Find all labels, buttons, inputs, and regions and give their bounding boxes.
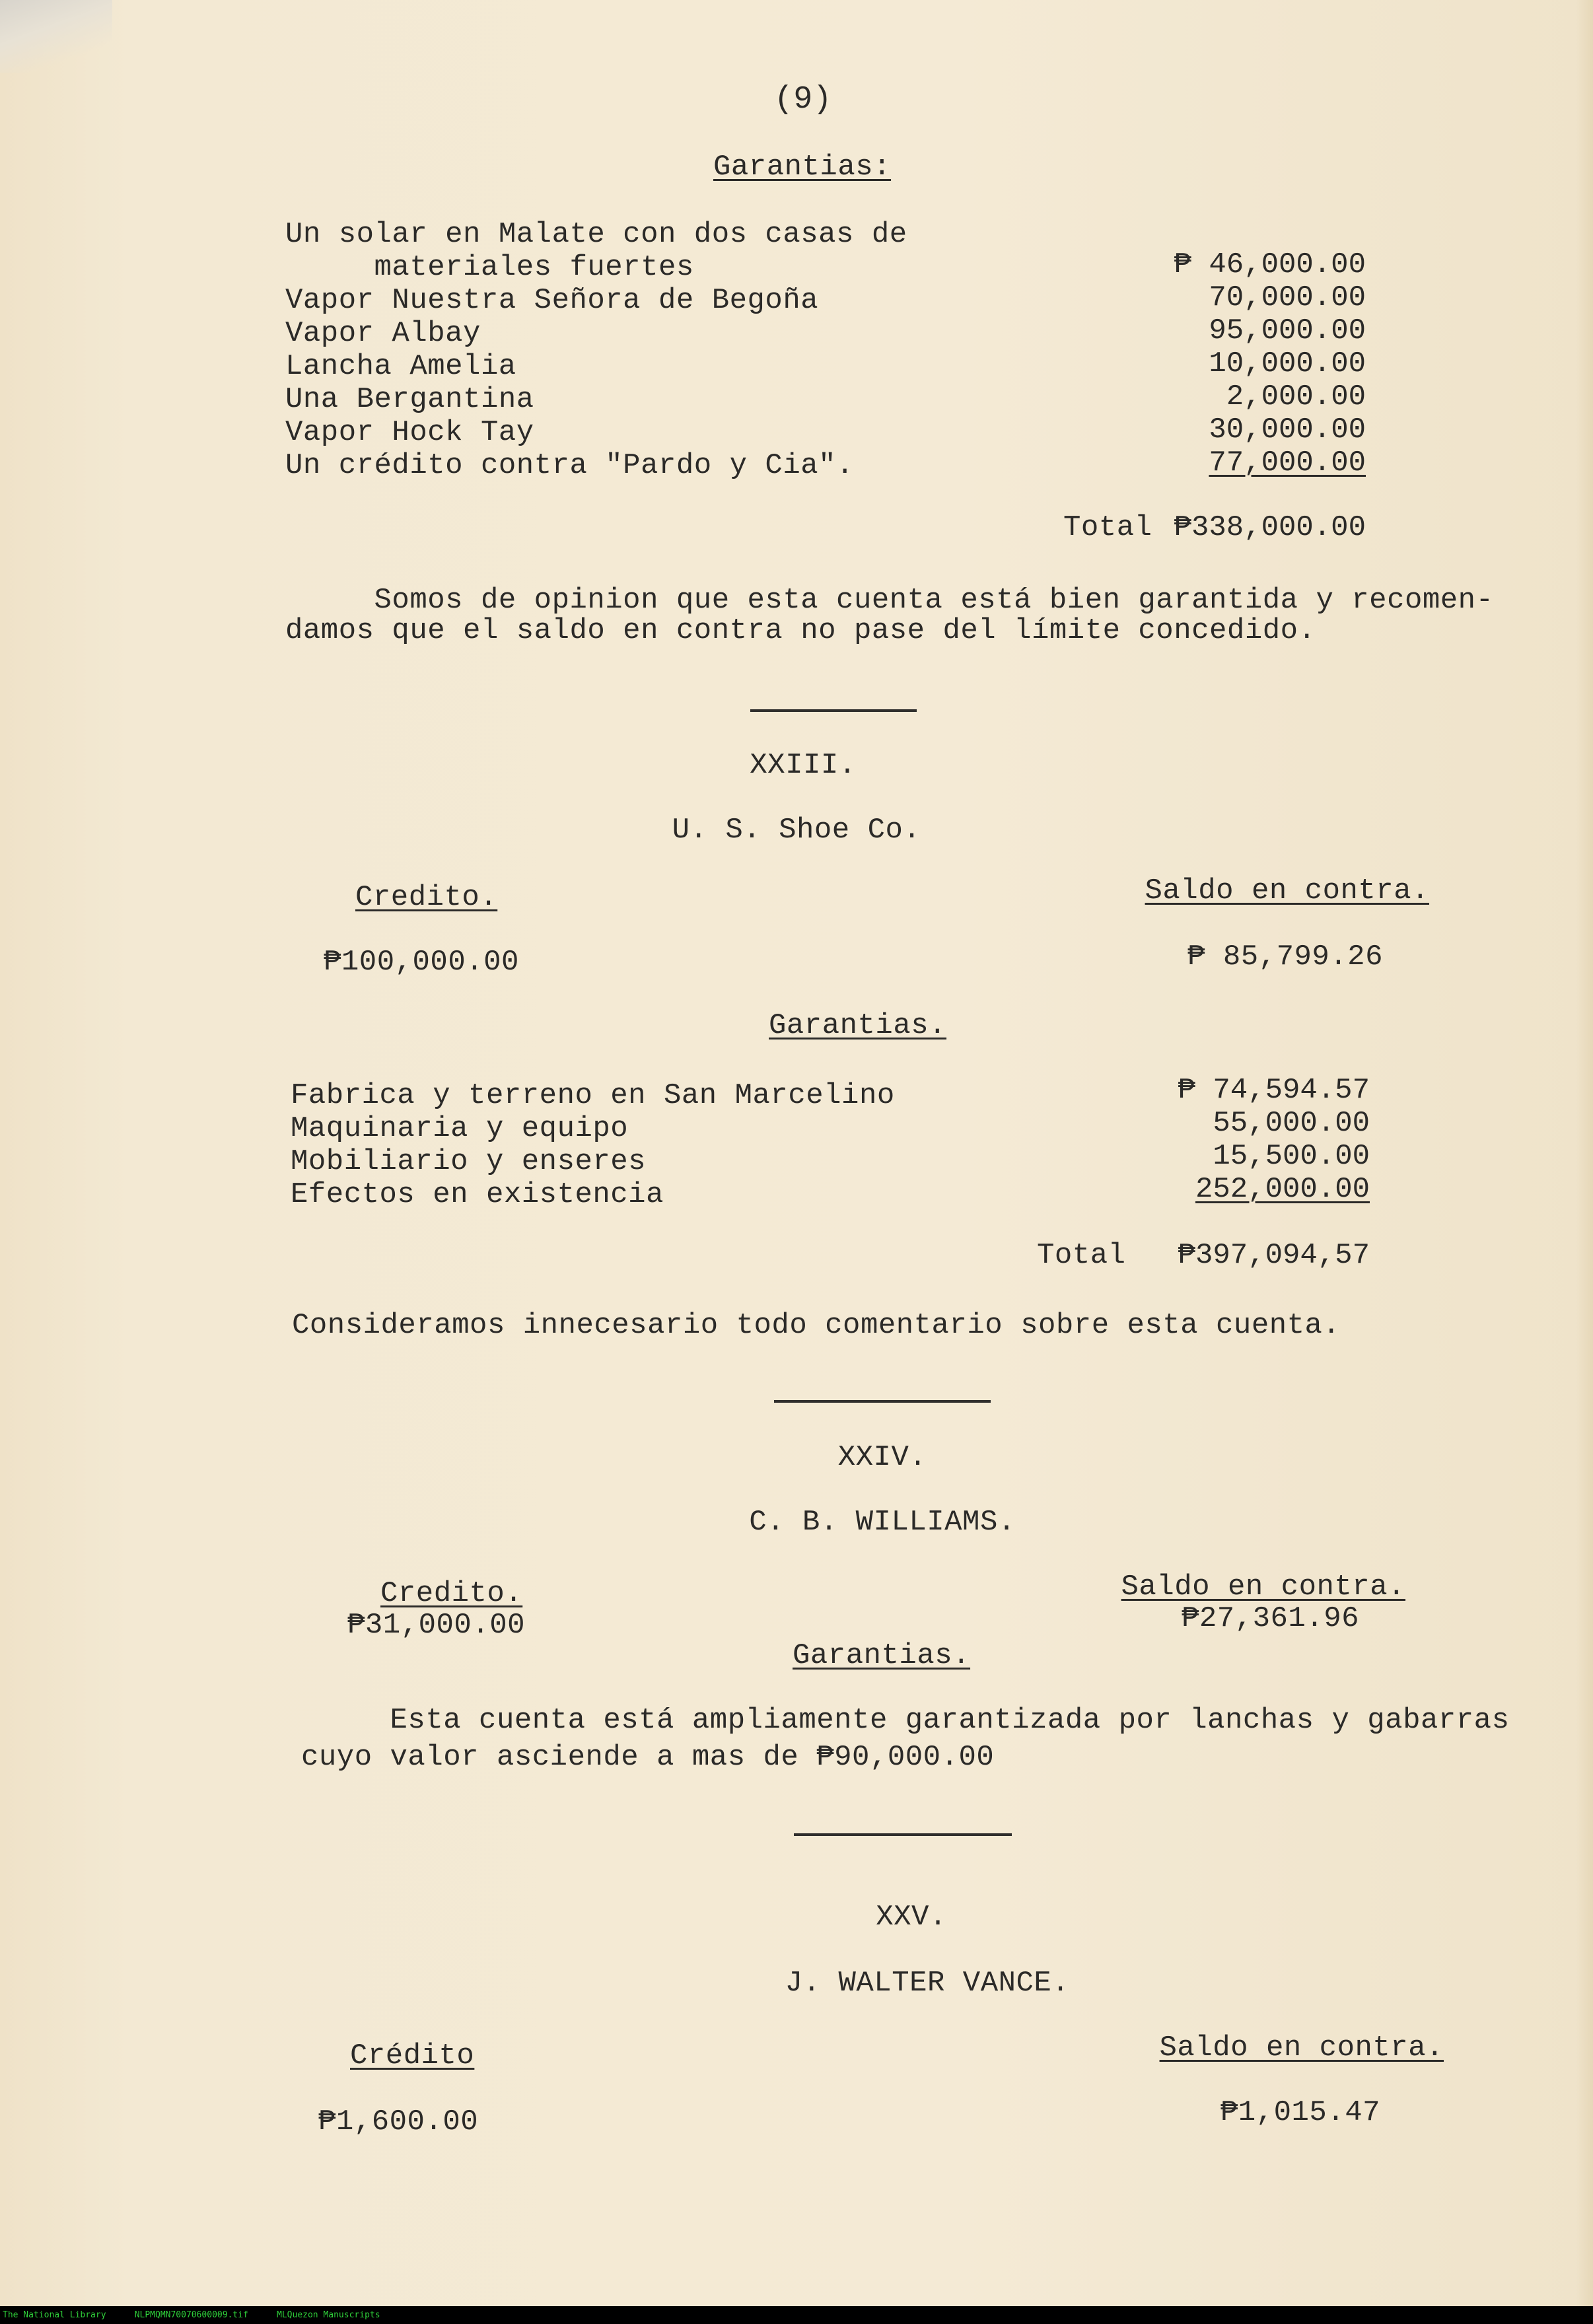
page-number: (9) — [774, 82, 832, 118]
xxiv-comment-line: cuyo valor asciende a mas de ₱90,000.00 — [301, 1741, 995, 1774]
guarantee-item-label: Mobiliario y enseres — [291, 1145, 647, 1178]
paper-edge — [1576, 0, 1593, 2306]
section-numeral: XXIV. — [837, 1441, 927, 1474]
guarantee-item-label: Una Bergantina — [285, 383, 534, 416]
section-divider — [750, 709, 917, 712]
guarantee-item-amount: 55,000.00 — [1213, 1107, 1370, 1140]
guarantee-item-amount: ₱ 74,594.57 — [1178, 1074, 1370, 1107]
credit-label: Crédito — [350, 2039, 475, 2072]
credit-value: ₱31,000.00 — [347, 1609, 526, 1642]
guarantee-item-label: Maquinaria y equipo — [291, 1112, 629, 1145]
scan-footer — [0, 2306, 1593, 2324]
guarantee-item-label: Lancha Amelia — [285, 350, 516, 383]
account-name: C. B. WILLIAMS. — [749, 1506, 1016, 1539]
credit-label: Credito. — [355, 881, 498, 914]
section1-comment-line: damos que el saldo en contra no pase del límite concedido. — [285, 614, 1316, 647]
section1-comment-line: Somos de opinion que esta cuenta está bien garantida y recomen- — [285, 584, 1494, 617]
account-name: J. WALTER VANCE. — [785, 1967, 1070, 2000]
balance-value: ₱27,361.96 — [1181, 1602, 1359, 1635]
section-numeral: XXIII. — [750, 749, 857, 782]
balance-label: Saldo en contra. — [1145, 874, 1429, 907]
guarantee-item-label: materiales fuertes — [285, 251, 694, 284]
guarantee-item-amount: 30,000.00 — [1209, 413, 1366, 446]
credit-value: ₱100,000.00 — [324, 946, 519, 979]
balance-value: ₱ 85,799.26 — [1187, 940, 1383, 973]
guarantees-heading: Garantias. — [769, 1009, 947, 1042]
credit-value: ₱1,600.00 — [318, 2105, 479, 2138]
footer-file-id: NLPMQMN70070600009.tif — [134, 2310, 248, 2320]
account-name: U. S. Shoe Co. — [672, 814, 921, 847]
guarantee-item-amount: 15,500.00 — [1213, 1140, 1370, 1173]
guarantee-item-label: Vapor Nuestra Señora de Begoña — [285, 284, 819, 317]
section1-heading: Garantias: — [713, 151, 892, 184]
xxiii-total-amount: ₱397,094,57 — [1178, 1239, 1370, 1272]
xxiv-comment-line: Esta cuenta está ampliamente garantizada por lanchas y gabarras — [301, 1704, 1510, 1737]
section-divider — [794, 1833, 1012, 1836]
guarantee-item-amount: 10,000.00 — [1209, 347, 1366, 380]
guarantee-item-amount: ₱ 46,000.00 — [1174, 248, 1366, 281]
footer-library: The National Library — [3, 2310, 106, 2320]
guarantee-item-label: Un crédito contra "Pardo y Cia". — [285, 449, 854, 482]
guarantee-item-amount: 252,000.00 — [1195, 1173, 1370, 1206]
guarantee-item-amount: 95,000.00 — [1209, 314, 1366, 347]
guarantee-item-label: Vapor Hock Tay — [285, 416, 534, 449]
guarantee-item-label: Fabrica y terreno en San Marcelino — [291, 1079, 895, 1112]
xxiii-comment: Consideramos innecesario todo comentario sobre esta cuenta. — [292, 1309, 1341, 1342]
guarantee-item-amount: 2,000.00 — [1226, 380, 1366, 413]
guarantee-item-label: Un solar en Malate con dos casas de — [285, 218, 907, 251]
section-divider — [774, 1400, 991, 1403]
balance-value: ₱1,015.47 — [1220, 2096, 1380, 2129]
guarantee-item-label: Efectos en existencia — [291, 1178, 664, 1211]
footer-collection: MLQuezon Manuscripts — [277, 2310, 380, 2320]
xxiii-total-label: Total — [1037, 1239, 1126, 1272]
guarantees-heading: Garantias. — [793, 1639, 971, 1672]
section1-total-label: Total — [1063, 511, 1152, 544]
credit-label: Credito. — [380, 1577, 523, 1610]
section1-total-amount: ₱338,000.00 — [1174, 511, 1366, 544]
guarantee-item-label: Vapor Albay — [285, 317, 481, 350]
balance-label: Saldo en contra. — [1121, 1570, 1405, 1603]
balance-label: Saldo en contra. — [1159, 2031, 1444, 2064]
torn-corner — [0, 0, 112, 73]
guarantee-item-amount: 70,000.00 — [1209, 281, 1366, 314]
section-numeral: XXV. — [876, 1901, 947, 1934]
guarantee-item-amount: 77,000.00 — [1209, 446, 1366, 479]
